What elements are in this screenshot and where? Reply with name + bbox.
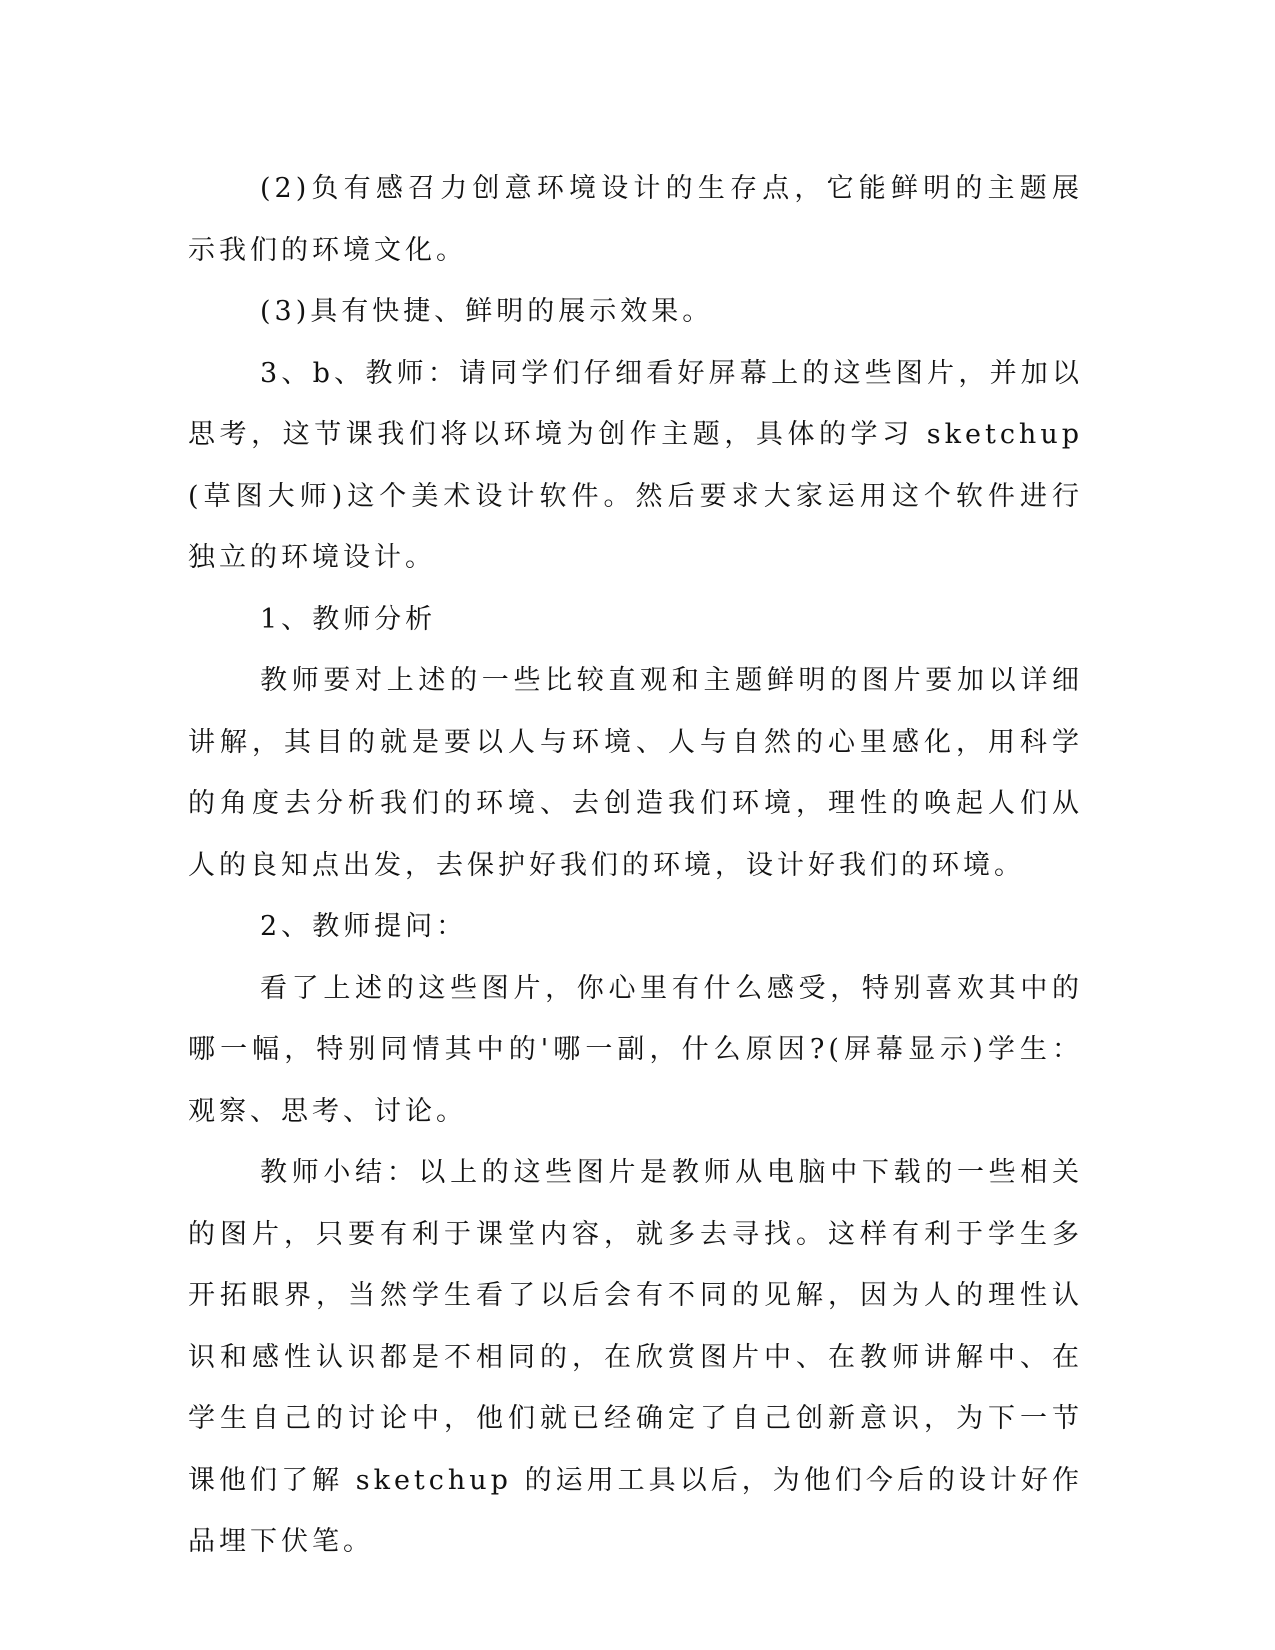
paragraph-criterion-2: (2)负有感召力创意环境设计的生存点，它能鲜明的主题展示我们的环境文化。: [188, 173, 1083, 266]
paragraph-teacher-summary: 教师小结：以上的这些图片是教师从电脑中下载的一些相关的图片，只要有利于课堂内容，就多去寻找。这样有利于学生多开拓眼界，当然学生看了以后会有不同的见解，因为人的理性认识和感性认识都是不相同的，在欣赏图片中、在教师讲解中、在学生自己的讨论中，他们就已经确定了自己创新意识，为下一节课他们了解 sketchup 的运用工具以后，为他们今后的设计好作品埋下伏笔。: [188, 1157, 1083, 1557]
paragraph-criterion-3: (3)具有快捷、鲜明的展示效果。: [260, 296, 714, 327]
paragraph-teacher-intro: 3、b、教师：请同学们仔细看好屏幕上的这些图片，并加以思考，这节课我们将以环境为创作主题，具体的学习 sketchup(草图大师)这个美术设计软件。然后要求大家运用这个软件进行独立的环境设计。: [188, 357, 1083, 573]
section-heading-teacher-question: 2、教师提问：: [260, 911, 468, 942]
section-heading-teacher-analysis: 1、教师分析: [260, 603, 437, 635]
document-body: [188, 158, 1083, 1573]
paragraph-teacher-question: 看了上述的这些图片，你心里有什么感受，特别喜欢其中的哪一幅，特别同情其中的'哪一副，什么原因?(屏幕显示)学生：观察、思考、讨论。: [188, 972, 1083, 1127]
paragraph-teacher-analysis: 教师要对上述的一些比较直观和主题鲜明的图片要加以详细讲解，其目的就是要以人与环境、人与自然的心里感化，用科学的角度去分析我们的环境、去创造我们环境，理性的唤起人们从人的良知点出发，去保护好我们的环境，设计好我们的环境。: [188, 665, 1083, 881]
